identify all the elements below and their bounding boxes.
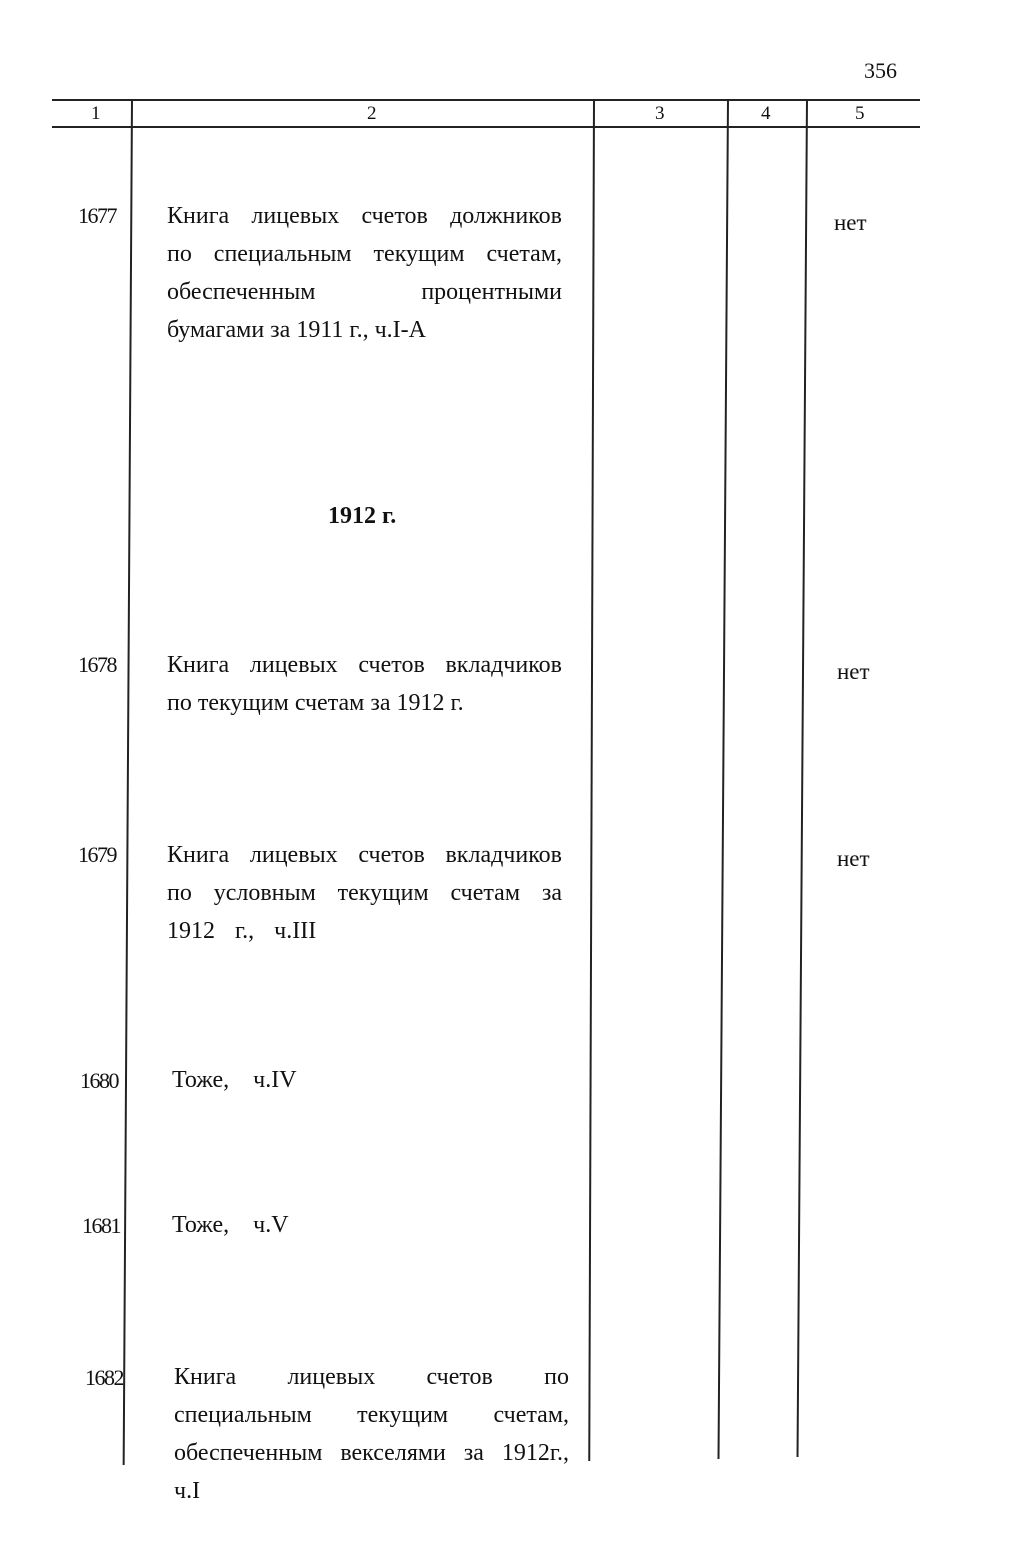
text-line: специальным текущим счетам, (174, 1402, 569, 1428)
page-number: 356 (864, 58, 897, 83)
text-line: обеспеченным векселями за 1912г., (174, 1440, 569, 1466)
column-divider (588, 99, 594, 1461)
entry-number: 1680 (80, 1068, 118, 1093)
text-line: бумагами за 1911 г., ч.I-А (167, 317, 426, 343)
text-line: по условным текущим счетам за (167, 880, 562, 906)
text-line: Тоже, ч.IV (172, 1067, 297, 1093)
entry-description (174, 1358, 569, 1510)
text-line: Книга лицевых счетов должников (167, 203, 562, 229)
text-line: Книга лицевых счетов вкладчиков (167, 842, 562, 868)
entry-description (172, 1061, 567, 1099)
availability-note: нет (837, 846, 870, 871)
entry-number: 1678 (78, 652, 116, 677)
text-line: Тоже, ч.V (172, 1212, 289, 1238)
header-bottom-rule (52, 126, 920, 128)
text-line: по специальным текущим счетам, (167, 241, 562, 267)
availability-note: нет (837, 659, 870, 684)
entry-description (167, 836, 562, 950)
column-header-4: 4 (761, 103, 771, 124)
column-header-3: 3 (655, 103, 665, 124)
table-top-rule (52, 99, 920, 101)
column-divider (797, 99, 808, 1457)
text-line: обеспеченным процентными (167, 279, 562, 305)
entry-number: 1679 (78, 842, 116, 867)
text-line: по текущим счетам за 1912 г. (167, 690, 464, 716)
entry-description (167, 197, 562, 349)
entry-number: 1677 (78, 203, 116, 228)
availability-note: нет (834, 210, 867, 235)
entry-description (172, 1206, 567, 1244)
column-divider (718, 99, 729, 1459)
text-line: 1912 г., ч.III (167, 918, 317, 944)
section-year-heading: 1912 г. (328, 503, 397, 529)
text-line: Книга лицевых счетов по (174, 1364, 569, 1390)
text-line: ч.I (174, 1478, 201, 1504)
column-header-2: 2 (367, 103, 377, 124)
column-divider (123, 99, 133, 1465)
entry-number: 1681 (82, 1213, 120, 1238)
column-header-5: 5 (855, 103, 865, 124)
entry-description (167, 646, 562, 722)
text-line: Книга лицевых счетов вкладчиков (167, 652, 562, 678)
column-header-1: 1 (91, 103, 101, 124)
entry-number: 1682 (85, 1365, 123, 1390)
